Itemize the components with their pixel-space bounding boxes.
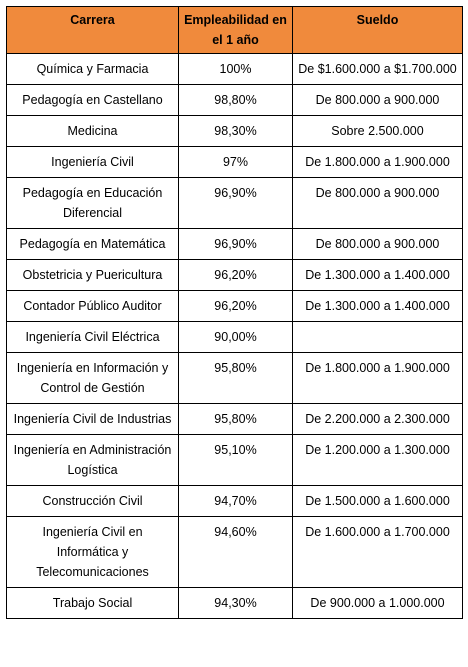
cell-career: Pedagogía en Matemática [7, 229, 179, 260]
cell-salary: De 800.000 a 900.000 [293, 229, 463, 260]
cell-career: Obstetricia y Puericultura [7, 260, 179, 291]
cell-career: Contador Público Auditor [7, 291, 179, 322]
table-row [7, 322, 463, 353]
table-row [7, 353, 463, 404]
cell-career: Ingeniería en Información y Control de Gestión [7, 353, 179, 404]
cell-salary: De 800.000 a 900.000 [293, 178, 463, 229]
cell-salary [293, 322, 463, 353]
cell-career: Química y Farmacia [7, 54, 179, 85]
cell-employability: 96,90% [179, 178, 293, 229]
cell-employability: 94,70% [179, 486, 293, 517]
cell-employability: 94,60% [179, 517, 293, 588]
careers-table-container [6, 6, 462, 619]
cell-career: Construcción Civil [7, 486, 179, 517]
cell-career: Pedagogía en Castellano [7, 85, 179, 116]
cell-career: Ingeniería Civil en Informática y Telecomunicaciones [7, 517, 179, 588]
cell-salary: De 1.300.000 a 1.400.000 [293, 260, 463, 291]
table-row [7, 517, 463, 588]
cell-employability: 95,10% [179, 435, 293, 486]
careers-table [6, 6, 463, 619]
cell-career: Pedagogía en Educación Diferencial [7, 178, 179, 229]
cell-salary: De 1.600.000 a 1.700.000 [293, 517, 463, 588]
cell-career: Medicina [7, 116, 179, 147]
table-row [7, 588, 463, 619]
cell-salary: De 800.000 a 900.000 [293, 85, 463, 116]
cell-employability: 98,30% [179, 116, 293, 147]
table-row [7, 260, 463, 291]
cell-career: Ingeniería Civil de Industrias [7, 404, 179, 435]
header-employability: Empleabilidad en el 1 año [179, 7, 293, 54]
cell-salary: De 1.800.000 a 1.900.000 [293, 353, 463, 404]
header-career: Carrera [7, 7, 179, 54]
cell-employability: 94,30% [179, 588, 293, 619]
cell-employability: 95,80% [179, 353, 293, 404]
cell-salary: De $1.600.000 a $1.700.000 [293, 54, 463, 85]
cell-career: Ingeniería Civil Eléctrica [7, 322, 179, 353]
table-row [7, 404, 463, 435]
table-row [7, 54, 463, 85]
table-row [7, 435, 463, 486]
table-row [7, 116, 463, 147]
table-row [7, 147, 463, 178]
table-row [7, 85, 463, 116]
cell-salary: De 1.500.000 a 1.600.000 [293, 486, 463, 517]
cell-employability: 98,80% [179, 85, 293, 116]
table-row [7, 291, 463, 322]
cell-career: Trabajo Social [7, 588, 179, 619]
cell-employability: 90,00% [179, 322, 293, 353]
cell-salary: Sobre 2.500.000 [293, 116, 463, 147]
cell-employability: 100% [179, 54, 293, 85]
header-salary: Sueldo [293, 7, 463, 54]
cell-salary: De 1.300.000 a 1.400.000 [293, 291, 463, 322]
table-body [7, 54, 463, 619]
header-row [7, 7, 463, 54]
table-row [7, 486, 463, 517]
cell-employability: 96,20% [179, 291, 293, 322]
cell-career: Ingeniería Civil [7, 147, 179, 178]
table-row [7, 229, 463, 260]
cell-employability: 95,80% [179, 404, 293, 435]
cell-employability: 96,90% [179, 229, 293, 260]
cell-salary: De 900.000 a 1.000.000 [293, 588, 463, 619]
cell-employability: 97% [179, 147, 293, 178]
cell-salary: De 1.800.000 a 1.900.000 [293, 147, 463, 178]
cell-salary: De 1.200.000 a 1.300.000 [293, 435, 463, 486]
cell-career: Ingeniería en Administración Logística [7, 435, 179, 486]
table-row [7, 178, 463, 229]
cell-employability: 96,20% [179, 260, 293, 291]
cell-salary: De 2.200.000 a 2.300.000 [293, 404, 463, 435]
